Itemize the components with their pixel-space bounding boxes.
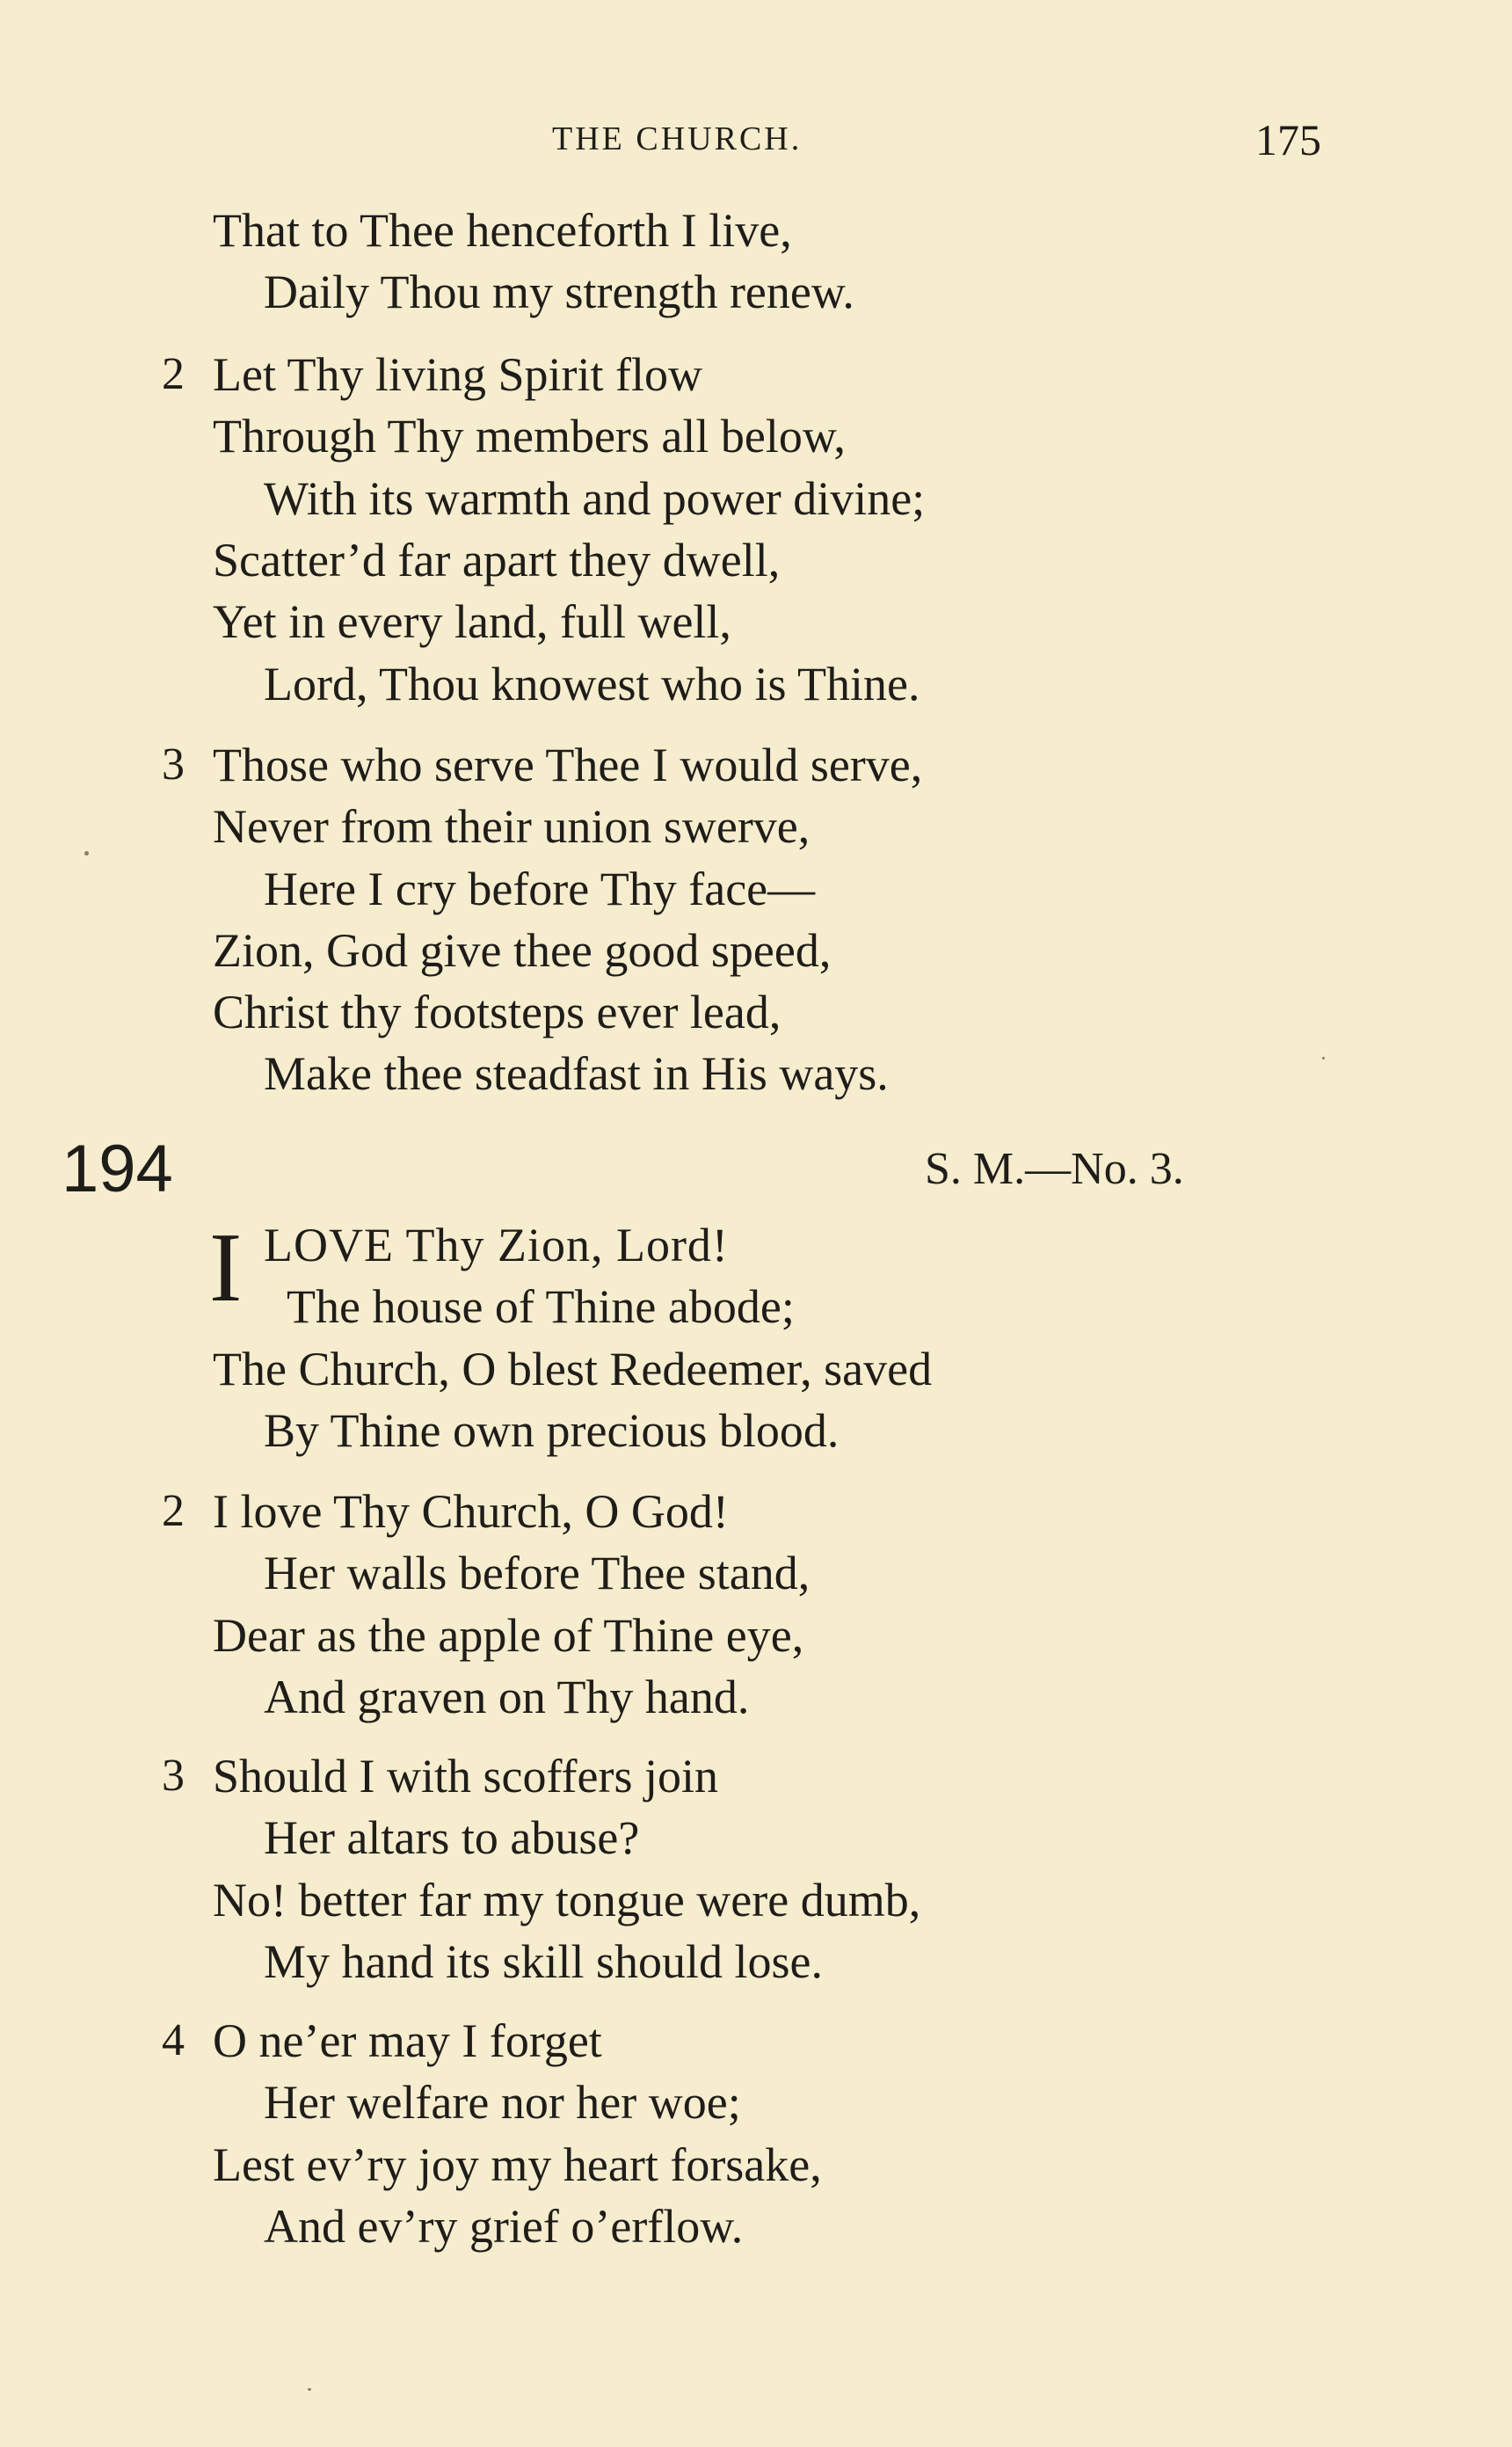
verse-line: Here I cry before Thy face— (264, 863, 816, 915)
stanza-number: 2 (162, 1486, 185, 1536)
verse-line: With its warmth and power divine; (264, 472, 926, 525)
section-title: THE CHURCH. (552, 120, 803, 157)
verse-line: That to Thee henceforth I live, (213, 204, 792, 257)
verse-line: And graven on Thy hand. (264, 1671, 750, 1723)
stanza-number: 3 (162, 739, 185, 790)
verse-line: Those who serve Thee I would serve, (213, 739, 923, 791)
verse-line: Her walls before Thee stand, (264, 1547, 811, 1599)
verse-line: Yet in every land, full well, (213, 595, 731, 648)
verse-line: The house of Thine abode; (287, 1280, 795, 1333)
verse-line: Make thee steadfast in His ways. (264, 1047, 889, 1100)
verse-line: LOVE Thy Zion, Lord! (264, 1219, 729, 1271)
verse-line: Her altars to abuse? (264, 1811, 640, 1864)
verse-line: The Church, O blest Redeemer, saved (213, 1343, 933, 1395)
verse-line: Her welfare nor her woe; (264, 2076, 741, 2129)
verse-line: Scatter’d far apart they dwell, (213, 534, 781, 586)
verse-line: Christ thy footsteps ever lead, (213, 986, 781, 1038)
verse-line: Should I with scoffers join (213, 1750, 718, 1802)
paper-speck (308, 2388, 311, 2391)
stanza-number: 2 (162, 349, 185, 399)
verse-line: My hand its skill should lose. (264, 1935, 824, 1988)
verse-line: O ne’er may I forget (213, 2014, 602, 2067)
verse-line: Never from their union swerve, (213, 800, 811, 853)
verse-line: And ev’ry grief o’erflow. (264, 2200, 744, 2253)
verse-line: Daily Thou my strength renew. (264, 266, 854, 318)
verse-line: Zion, God give thee good speed, (213, 924, 832, 977)
paper-speck (84, 851, 89, 856)
verse-line: Let Thy living Spirit flow (213, 348, 702, 401)
verse-line: Dear as the apple of Thine eye, (213, 1609, 804, 1662)
verse-line: I love Thy Church, O God! (213, 1485, 729, 1538)
verse-line: Through Thy members all below, (213, 410, 846, 462)
page-number: 175 (1255, 115, 1321, 164)
hymn-number: 194 (62, 1132, 173, 1206)
running-head (0, 114, 1512, 167)
drop-cap: I (209, 1213, 243, 1322)
hymn-meter: S. M.—No. 3. (925, 1144, 1184, 1194)
verse-line: Lest ev’ry joy my heart forsake, (213, 2138, 822, 2191)
paper-speck (1322, 1057, 1325, 1060)
verse-line: Lord, Thou knowest who is Thine. (264, 658, 920, 710)
verse-line: By Thine own precious blood. (264, 1404, 840, 1457)
stanza-number: 3 (162, 1751, 185, 1801)
verse-line: No! better far my tongue were dumb, (213, 1874, 921, 1926)
stanza-number: 4 (162, 2015, 185, 2065)
